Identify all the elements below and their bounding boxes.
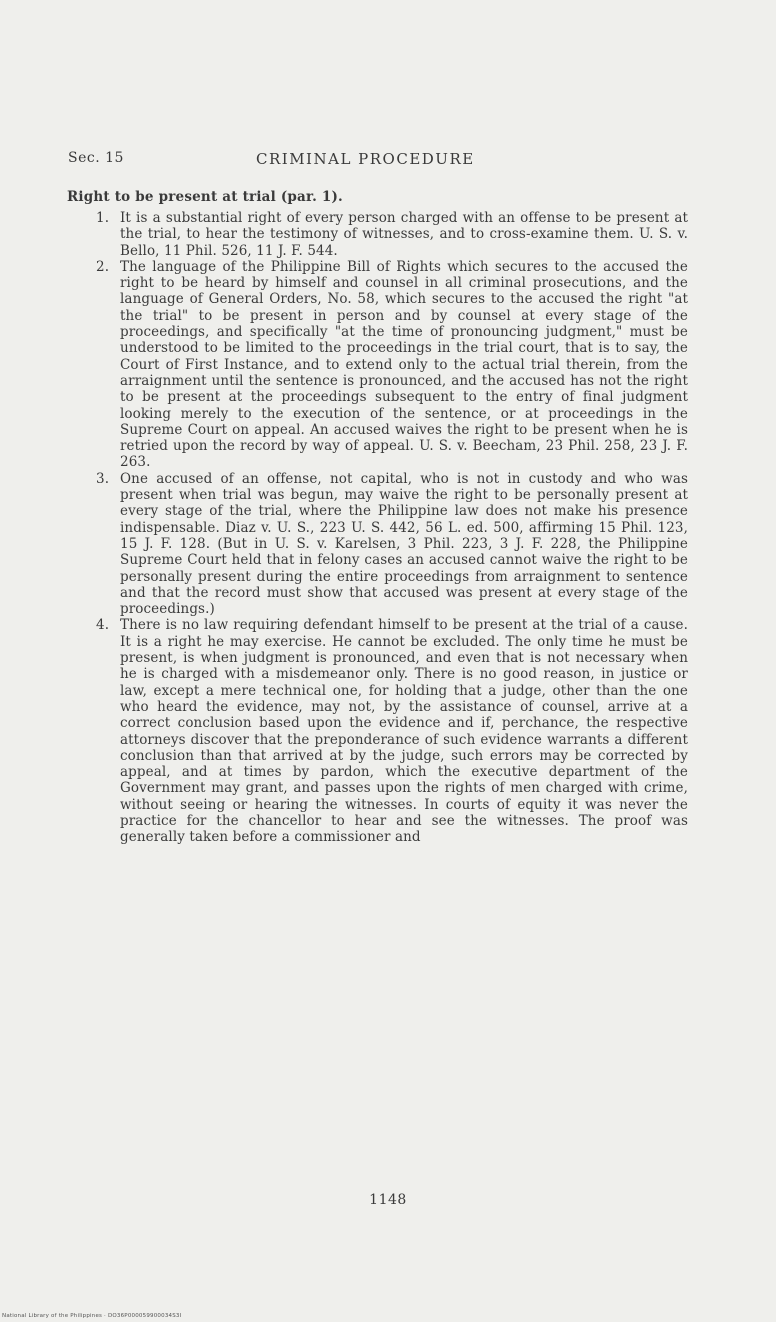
item-number: 4. <box>96 617 110 634</box>
list-item <box>96 210 688 259</box>
item-text: There is no law requiring defendant himself to be present at the trial of a cause. It is a right he may exercise. He cannot be excluded. The only time he must be present, is when judgment is pronounced, and even that is not necessary when he is charged with a misdemeanor only. There is no good reason, in justice or law, except a mere technical one, for holding that a judge, other than the one who heard the evidence, may not, by the assistance of counsel, arrive at a correct conclusion based upon the evidence and if, perchance, the respective attorneys discover that the preponderance of such evidence warrants a different conclusion than that arrived at by the judge, such errors may be corrected by appeal, and at times by pardon, which the executive department of the Government may grant, and passes upon the rights of men charged with crime, without seeing or hearing the witnesses. In courts of equity it was never the practice for the chancellor to hear and see the witnesses. The proof was generally taken before a commissioner and <box>120 617 688 846</box>
running-title: CRIMINAL PROCEDURE <box>256 150 475 168</box>
item-number: 2. <box>96 258 110 275</box>
item-text: The language of the Philippine Bill of Rights which secures to the accused the right to be heard by himself and counsel in all criminal prosecutions, and the language of General Orders, No. 58, which secures to the accused the right "at the trial" to be present in person and by counsel at every stage of the proceedings, and specifically "at the time of pronouncing judgment," must be understood to be limited to the proceedings in the trial court, that is to say, the Court of First Instance, and to extend only to the actual trial therein, from the arraignment until the sentence is pronounced, and the accused has not the right to be present at the proceedings subsequent to the entry of final judgment looking merely to the execution of the sentence, or at proceedings in the Supreme Court on appeal. An accused waives the right to be present when he is retried upon the record by way of appeal. U. S. v. Beecham, 23 Phil. 258, 23 J. F. 263. <box>120 258 688 471</box>
item-text: One accused of an offense, not capital, who is not in custody and who was present when trial was begun, may waive the right to be personally present at every stage of the trial, where the Philippine law does not make his presence indispensable. Diaz v. U. S., 223 U. S. 442, 56 L. ed. 500, affirming 15 Phil. 123, 15 J. F. 128. (But in U. S. v. Karelsen, 3 Phil. 223, 3 J. F. 228, the Philippine Supreme Court held that in felony cases an accused cannot waive the right to be personally present during the entire proceedings from arraignment to sentence and that the record must show that accused was present at every stage of the proceedings.) <box>120 470 688 618</box>
item-text: It is a substantial right of every person charged with an offense to be present at the trial, to hear the testimony of witnesses, and to cross-examine them. U. S. v. Bello, 11 Phil. 526, 11 J. F. 544. <box>120 210 688 259</box>
list-item <box>96 471 688 618</box>
running-header <box>68 150 688 172</box>
section-label: Sec. 15 <box>68 150 124 166</box>
item-number: 3. <box>96 470 110 487</box>
item-number: 1. <box>96 210 110 226</box>
list-item <box>96 259 688 471</box>
page-number: 1148 <box>369 1192 407 1208</box>
annotation-list <box>96 210 688 846</box>
scan-footer-note: National Library of the Philippines · DO36P000059900034S3I <box>2 1313 182 1319</box>
list-item <box>96 617 688 845</box>
section-heading: Right to be present at trial (par. 1). <box>67 189 343 205</box>
